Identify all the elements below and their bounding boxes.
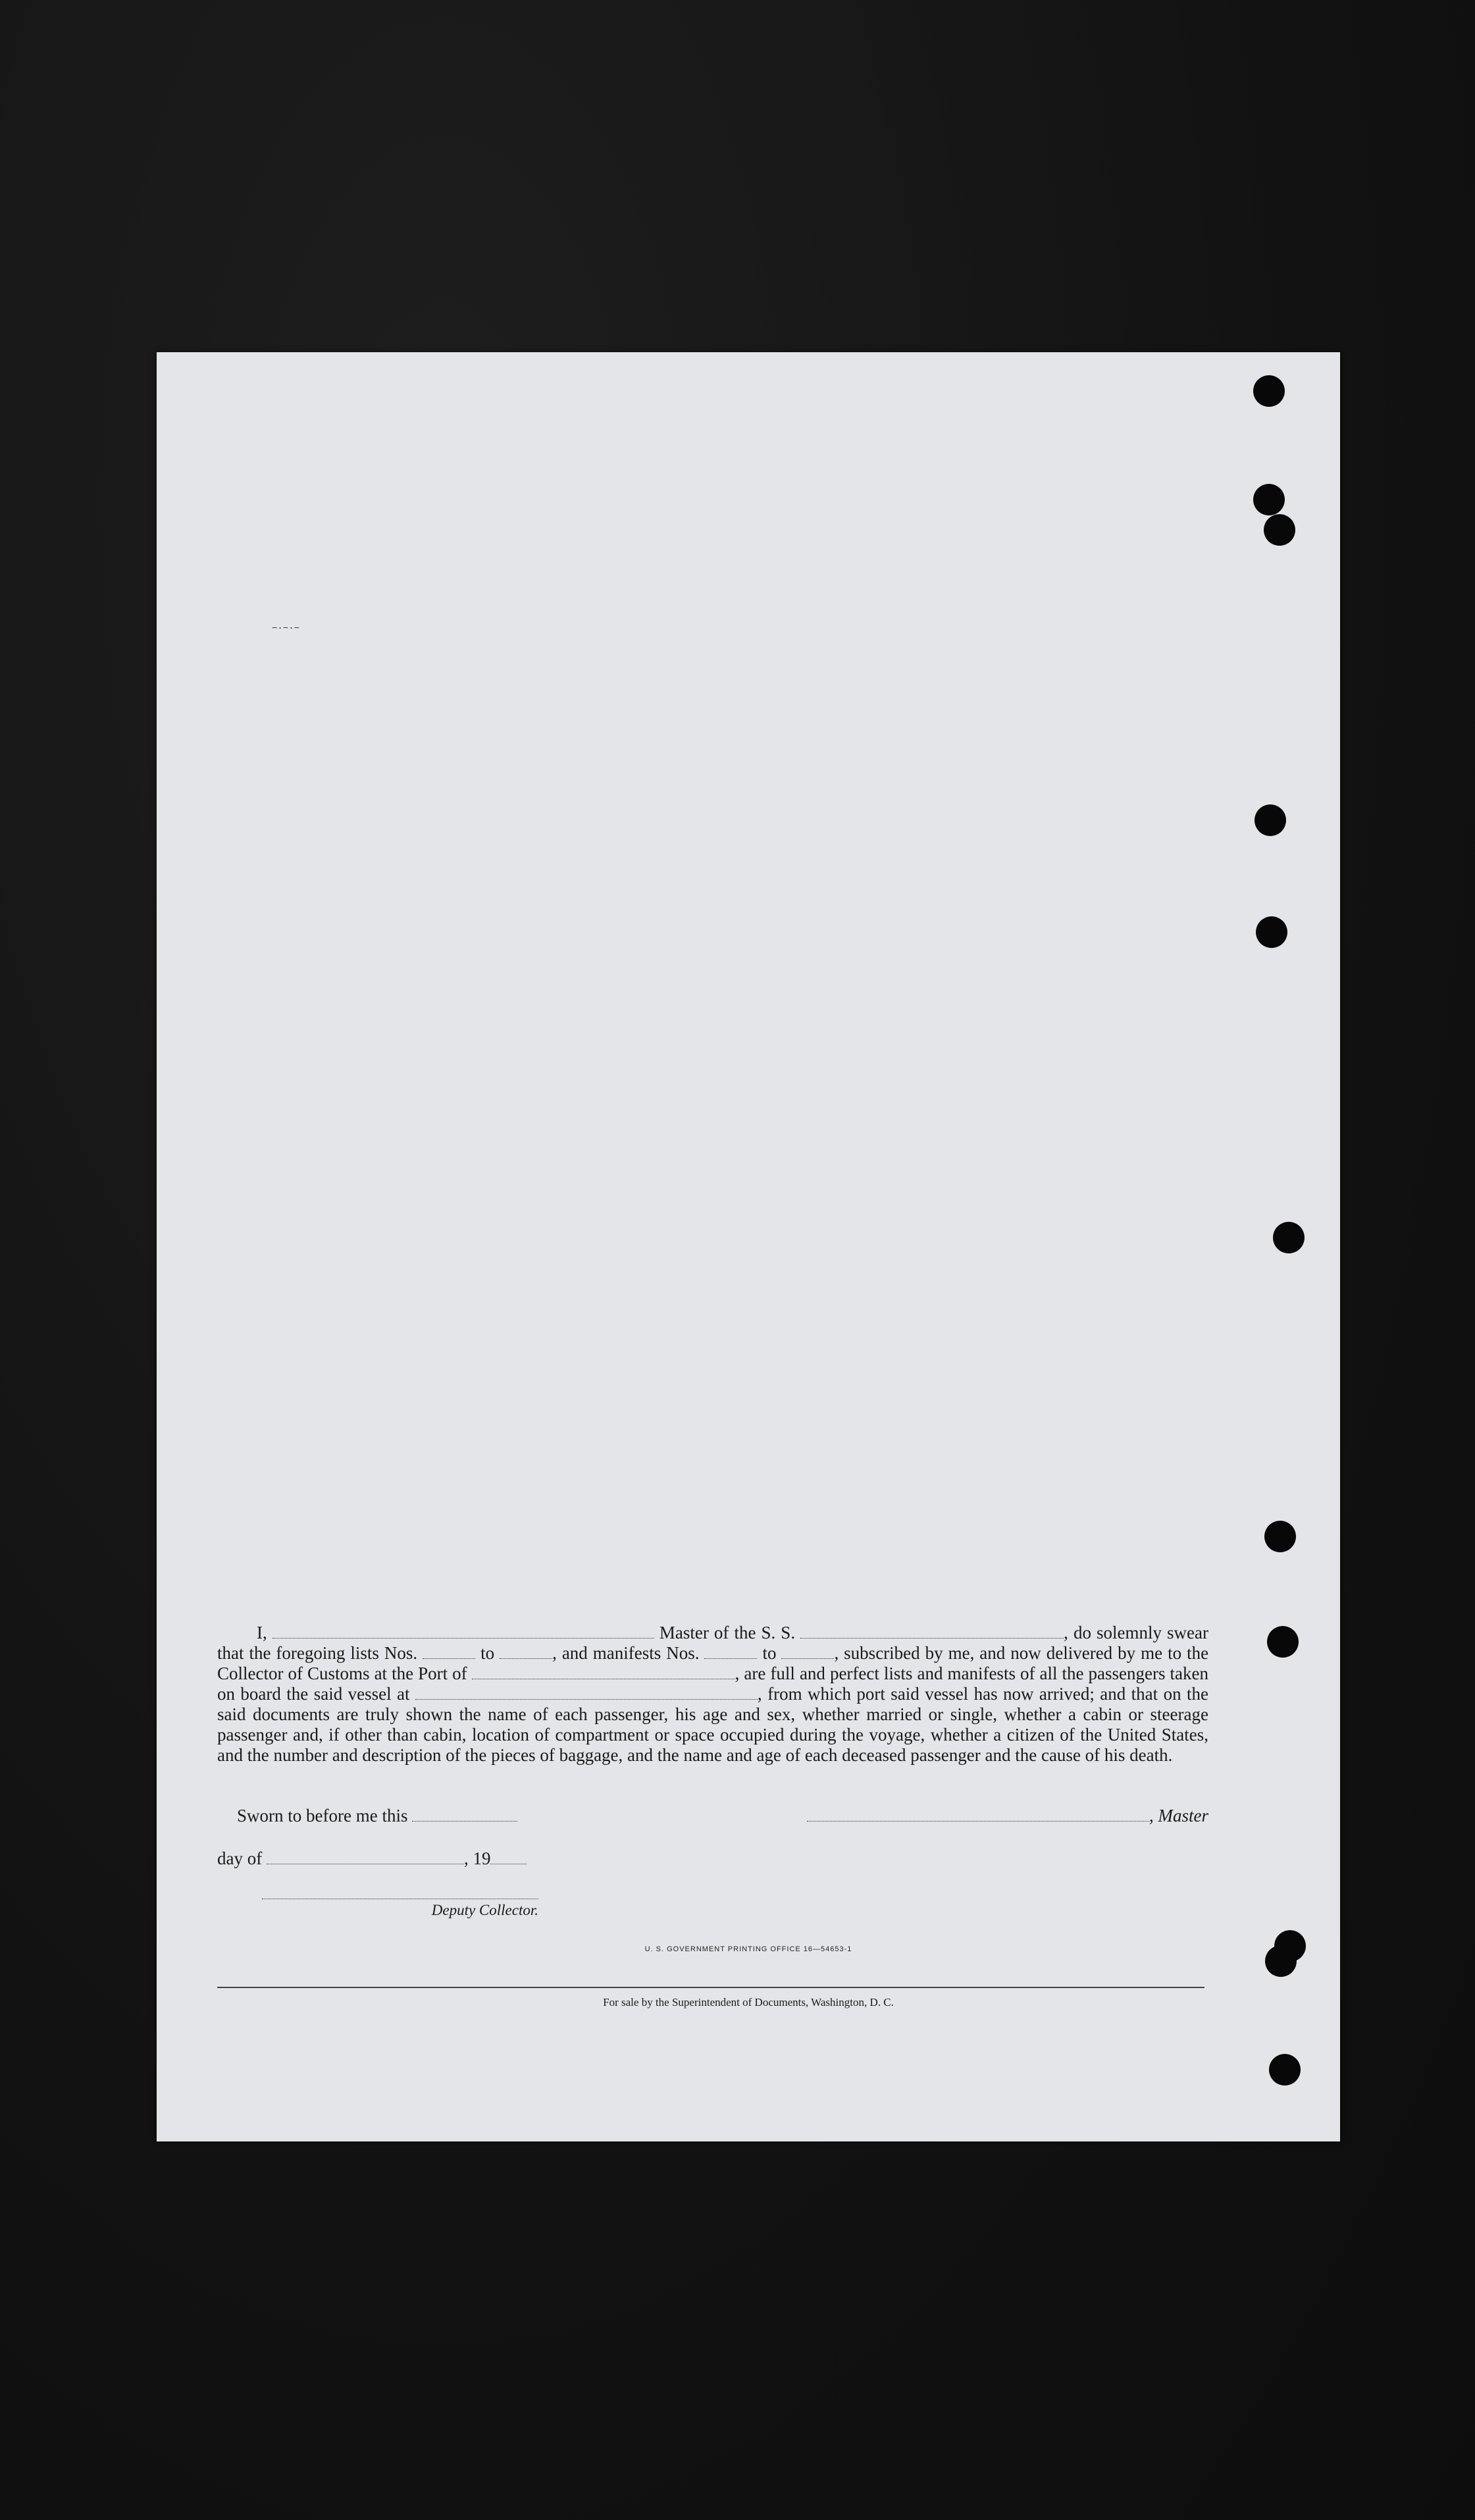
oath-text: Master of the S. S. <box>659 1623 796 1642</box>
form-page <box>157 352 1340 2141</box>
punch-hole <box>1264 1521 1296 1552</box>
oath-text: , subscribed by me, and now delivered by me to the Collector of Customs at the Port of <box>217 1643 1209 1683</box>
oath-paragraph <box>217 1623 1208 1766</box>
departure-port-blank <box>415 1687 758 1700</box>
ship-name-blank <box>800 1626 1064 1639</box>
year-label: , 19 <box>463 1849 491 1868</box>
master-signature-blank <box>807 1809 1149 1822</box>
oath-text: , are full and perfect lists and manifests of all the passengers taken on board the said vessel at <box>217 1664 1208 1704</box>
punch-hole <box>1264 514 1295 546</box>
oath-text: to <box>762 1643 777 1663</box>
year-blank <box>490 1852 527 1864</box>
deputy-collector-signature: Deputy Collector. <box>262 1899 538 1919</box>
day-of-label: day of <box>217 1849 263 1868</box>
list-from-blank <box>423 1646 475 1659</box>
sworn-text: Sworn to before me this <box>237 1806 408 1825</box>
stray-marks: −·−·− <box>272 623 300 634</box>
oath-text: , from which port said vessel has now arrived; and that on the said documents are truly shown the name of each passenger, his age and sex, whether married or single, whether a cabin or steerage passenger and, if other than cabin, location of compartment or space occupied during the voyage, whether a citizen of the United States, and the number and description of the pieces of baggage, and the name and age of each deceased passenger and the cause of his death. <box>217 1684 1208 1765</box>
punch-hole <box>1273 1222 1305 1253</box>
sworn-label <box>237 1806 517 1826</box>
master-signature <box>807 1806 1208 1826</box>
sale-notice: For sale by the Superintendent of Documents, Washington, D. C. <box>603 1996 894 2008</box>
oath-text: I, <box>257 1623 267 1642</box>
punch-hole <box>1253 375 1285 407</box>
punch-hole <box>1267 1626 1299 1658</box>
month-blank <box>267 1852 464 1864</box>
oath-text: to <box>480 1643 495 1663</box>
master-name-blank <box>272 1626 654 1639</box>
punch-hole <box>1255 804 1286 836</box>
list-to-blank <box>500 1646 552 1659</box>
sworn-day-blank <box>412 1809 517 1822</box>
manifest-from-blank <box>704 1646 757 1659</box>
printer-imprint: U. S. GOVERNMENT PRINTING OFFICE 16—54653-1 <box>644 1945 852 1953</box>
oath-text: , and manifests Nos. <box>552 1643 700 1663</box>
punch-hole <box>1256 916 1287 948</box>
punch-hole <box>1253 484 1285 515</box>
port-blank <box>472 1667 735 1679</box>
oath-text: , do solemnly swear that the foregoing lists Nos. <box>217 1623 1209 1663</box>
manifest-to-blank <box>781 1646 834 1659</box>
date-line <box>217 1849 527 1869</box>
punch-hole <box>1269 2054 1301 2086</box>
footer-rule <box>217 1987 1204 1988</box>
master-label: , Master <box>1149 1806 1208 1825</box>
